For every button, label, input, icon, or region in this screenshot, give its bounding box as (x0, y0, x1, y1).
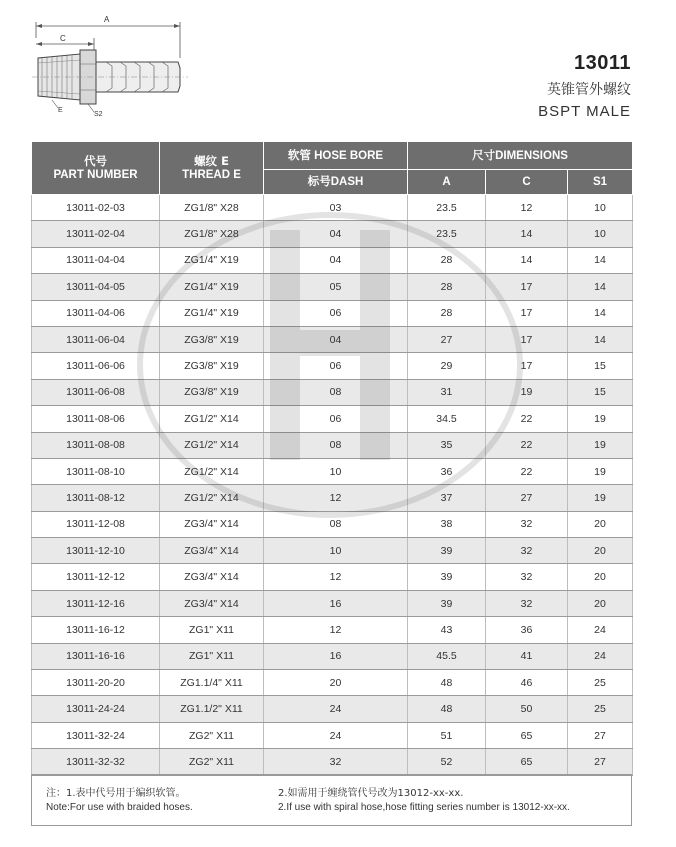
cell-s1: 24 (568, 643, 633, 669)
cell-s1: 20 (568, 590, 633, 616)
cell-thread: ZG3/8" X19 (160, 379, 264, 405)
cell-part: 13011-04-04 (32, 247, 160, 273)
cell-c: 12 (486, 195, 568, 221)
cell-a: 29 (408, 353, 486, 379)
cell-part: 13011-08-08 (32, 432, 160, 458)
cell-a: 28 (408, 300, 486, 326)
cell-part: 13011-16-16 (32, 643, 160, 669)
cell-thread: ZG1/2" X14 (160, 458, 264, 484)
cell-s1: 15 (568, 353, 633, 379)
col-header-part-en: PART NUMBER (53, 169, 138, 181)
table-row (32, 432, 633, 458)
cell-thread: ZG1/2" X14 (160, 406, 264, 432)
cell-thread: ZG3/8" X19 (160, 326, 264, 352)
cell-s1: 27 (568, 749, 633, 775)
cell-thread: ZG3/8" X19 (160, 353, 264, 379)
cell-thread: ZG1.1/2" X11 (160, 696, 264, 722)
table-row (32, 670, 633, 696)
note-2-en: 2.If use with spiral hose,hose fitting series number is 13012-xx-xx. (278, 802, 570, 813)
cell-s1: 15 (568, 379, 633, 405)
cell-dash: 12 (264, 617, 408, 643)
cell-dash: 24 (264, 722, 408, 748)
cell-part: 13011-04-06 (32, 300, 160, 326)
cell-a: 45.5 (408, 643, 486, 669)
cell-thread: ZG3/4" X14 (160, 511, 264, 537)
cell-a: 38 (408, 511, 486, 537)
cell-a: 37 (408, 485, 486, 511)
cell-a: 34.5 (408, 406, 486, 432)
cell-thread: ZG1/4" X19 (160, 274, 264, 300)
cell-part: 13011-12-08 (32, 511, 160, 537)
note-1-en: Note:For use with braided hoses. (46, 802, 193, 813)
cell-c: 22 (486, 406, 568, 432)
cell-c: 14 (486, 221, 568, 247)
table-row (32, 749, 633, 775)
cell-dash: 06 (264, 406, 408, 432)
table-body (32, 195, 633, 776)
cell-dash: 12 (264, 564, 408, 590)
cell-thread: ZG1/8" X28 (160, 221, 264, 247)
cell-part: 13011-06-08 (32, 379, 160, 405)
cell-s1: 19 (568, 458, 633, 484)
cell-a: 35 (408, 432, 486, 458)
cell-s1: 24 (568, 617, 633, 643)
cell-c: 65 (486, 749, 568, 775)
cell-dash: 10 (264, 538, 408, 564)
table-row (32, 353, 633, 379)
cell-s1: 25 (568, 670, 633, 696)
cell-thread: ZG1/8" X28 (160, 195, 264, 221)
col-header-thread-cn: 螺纹 E (194, 154, 229, 168)
cell-part: 13011-02-04 (32, 221, 160, 247)
table-row (32, 379, 633, 405)
cell-a: 51 (408, 722, 486, 748)
cell-a: 48 (408, 696, 486, 722)
cell-dash: 06 (264, 353, 408, 379)
dim-label-e: E (58, 107, 63, 114)
cell-c: 32 (486, 511, 568, 537)
cell-part: 13011-32-24 (32, 722, 160, 748)
cell-c: 22 (486, 458, 568, 484)
title-block (538, 52, 631, 120)
cell-a: 52 (408, 749, 486, 775)
cell-s1: 10 (568, 195, 633, 221)
cell-c: 27 (486, 485, 568, 511)
dim-label-c: C (60, 34, 66, 43)
table-row (32, 485, 633, 511)
col-header-a: A (408, 170, 486, 195)
cell-c: 17 (486, 326, 568, 352)
cell-thread: ZG3/4" X14 (160, 590, 264, 616)
col-header-part-cn: 代号 (84, 154, 107, 168)
cell-part: 13011-08-10 (32, 458, 160, 484)
table-row (32, 300, 633, 326)
table-row (32, 406, 633, 432)
cell-c: 19 (486, 379, 568, 405)
product-name-en: BSPT MALE (538, 103, 631, 120)
note-2-cn: 2.如需用于缠绕管代号改为13012-xx-xx. (278, 788, 464, 799)
cell-s1: 19 (568, 485, 633, 511)
cell-a: 31 (408, 379, 486, 405)
table-row (32, 458, 633, 484)
cell-s1: 14 (568, 300, 633, 326)
note-1-cn: 注：1.表中代号用于编织软管。 (46, 788, 186, 799)
notes-box (31, 774, 632, 826)
cell-part: 13011-08-12 (32, 485, 160, 511)
cell-part: 13011-02-03 (32, 195, 160, 221)
dim-label-a: A (104, 15, 110, 24)
spec-table (31, 141, 632, 776)
cell-a: 39 (408, 564, 486, 590)
cell-a: 23.5 (408, 195, 486, 221)
cell-a: 27 (408, 326, 486, 352)
cell-thread: ZG1.1/4" X11 (160, 670, 264, 696)
table-row (32, 247, 633, 273)
cell-s1: 25 (568, 696, 633, 722)
product-code: 13011 (573, 52, 631, 74)
cell-c: 46 (486, 670, 568, 696)
table-row (32, 590, 633, 616)
cell-dash: 16 (264, 590, 408, 616)
table-row (32, 722, 633, 748)
cell-a: 39 (408, 590, 486, 616)
cell-s1: 19 (568, 406, 633, 432)
cell-dash: 06 (264, 300, 408, 326)
cell-part: 13011-12-10 (32, 538, 160, 564)
cell-thread: ZG1" X11 (160, 643, 264, 669)
cell-c: 41 (486, 643, 568, 669)
table-row (32, 221, 633, 247)
cell-s1: 20 (568, 538, 633, 564)
cell-dash: 08 (264, 432, 408, 458)
cell-dash: 12 (264, 485, 408, 511)
col-header-thread (160, 142, 264, 195)
cell-a: 39 (408, 538, 486, 564)
cell-part: 13011-06-04 (32, 326, 160, 352)
cell-dash: 08 (264, 379, 408, 405)
cell-part: 13011-08-06 (32, 406, 160, 432)
cell-part: 13011-32-32 (32, 749, 160, 775)
col-header-s1: S1 (568, 170, 633, 195)
cell-c: 14 (486, 247, 568, 273)
cell-s1: 20 (568, 511, 633, 537)
cell-c: 32 (486, 564, 568, 590)
cell-part: 13011-06-06 (32, 353, 160, 379)
cell-c: 17 (486, 300, 568, 326)
cell-part: 13011-12-16 (32, 590, 160, 616)
table-row (32, 326, 633, 352)
cell-part: 13011-12-12 (32, 564, 160, 590)
cell-dash: 04 (264, 326, 408, 352)
cell-dash: 03 (264, 195, 408, 221)
cell-c: 65 (486, 722, 568, 748)
cell-c: 17 (486, 274, 568, 300)
col-header-hose-bore: 软管 HOSE BORE (264, 142, 408, 170)
cell-thread: ZG1/4" X19 (160, 247, 264, 273)
table-row (32, 617, 633, 643)
table-row (32, 538, 633, 564)
cell-part: 13011-24-24 (32, 696, 160, 722)
dim-label-s2: S2 (94, 111, 103, 118)
table-row (32, 643, 633, 669)
cell-c: 32 (486, 538, 568, 564)
cell-thread: ZG3/4" X14 (160, 538, 264, 564)
cell-dash: 20 (264, 670, 408, 696)
col-header-c: C (486, 170, 568, 195)
cell-a: 48 (408, 670, 486, 696)
cell-dash: 10 (264, 458, 408, 484)
cell-thread: ZG2" X11 (160, 722, 264, 748)
cell-thread: ZG2" X11 (160, 749, 264, 775)
cell-dash: 08 (264, 511, 408, 537)
cell-c: 32 (486, 590, 568, 616)
cell-thread: ZG3/4" X14 (160, 564, 264, 590)
cell-part: 13011-20-20 (32, 670, 160, 696)
cell-s1: 19 (568, 432, 633, 458)
cell-dash: 24 (264, 696, 408, 722)
col-header-dimensions: 尺寸DIMENSIONS (408, 142, 633, 170)
table-row (32, 274, 633, 300)
cell-thread: ZG1" X11 (160, 617, 264, 643)
cell-s1: 14 (568, 326, 633, 352)
cell-thread: ZG1/4" X19 (160, 300, 264, 326)
cell-a: 36 (408, 458, 486, 484)
cell-a: 23.5 (408, 221, 486, 247)
fitting-drawing (28, 8, 208, 123)
table-row (32, 564, 633, 590)
cell-part: 13011-04-05 (32, 274, 160, 300)
cell-s1: 20 (568, 564, 633, 590)
col-header-thread-en: THREAD E (182, 169, 241, 181)
table-row (32, 696, 633, 722)
cell-dash: 16 (264, 643, 408, 669)
cell-c: 50 (486, 696, 568, 722)
cell-thread: ZG1/2" X14 (160, 432, 264, 458)
cell-dash: 32 (264, 749, 408, 775)
cell-c: 17 (486, 353, 568, 379)
cell-s1: 14 (568, 247, 633, 273)
cell-a: 28 (408, 247, 486, 273)
cell-s1: 14 (568, 274, 633, 300)
cell-thread: ZG1/2" X14 (160, 485, 264, 511)
cell-s1: 27 (568, 722, 633, 748)
cell-c: 36 (486, 617, 568, 643)
table-row (32, 511, 633, 537)
cell-a: 43 (408, 617, 486, 643)
col-header-dash: 标号DASH (264, 170, 408, 195)
cell-dash: 04 (264, 247, 408, 273)
cell-s1: 10 (568, 221, 633, 247)
product-name-cn: 英锥管外螺纹 (547, 82, 631, 98)
cell-dash: 04 (264, 221, 408, 247)
cell-a: 28 (408, 274, 486, 300)
cell-c: 22 (486, 432, 568, 458)
cell-dash: 05 (264, 274, 408, 300)
col-header-part (32, 142, 160, 195)
table-row (32, 195, 633, 221)
cell-part: 13011-16-12 (32, 617, 160, 643)
